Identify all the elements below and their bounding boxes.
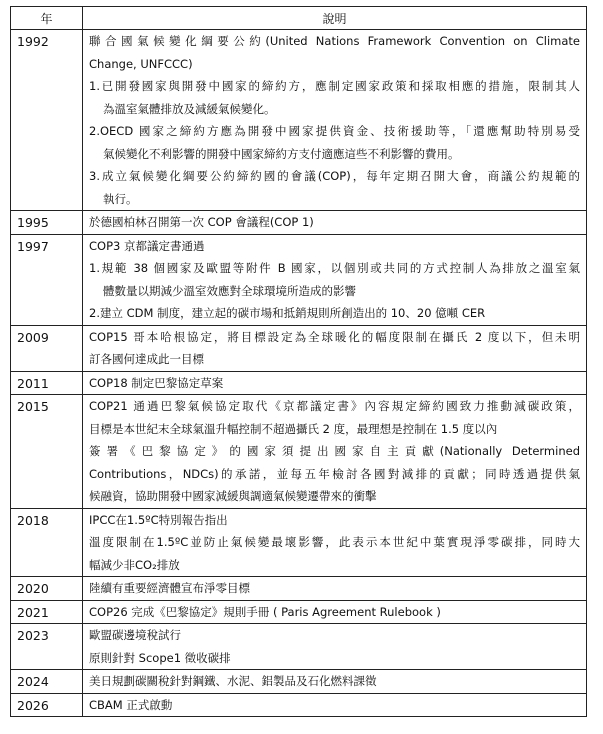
year-cell: 2011	[11, 371, 83, 395]
header-year: 年	[11, 7, 83, 30]
description-cell	[83, 211, 587, 235]
desc-line: COP18 制定巴黎協定草案	[89, 375, 224, 390]
timeline-table-container	[10, 6, 586, 717]
year-cell: 1995	[11, 211, 83, 235]
year-cell: 2023	[11, 624, 83, 670]
desc-line: IPCC在1.5ºC特別報告指出	[89, 512, 228, 527]
desc-line: 幅減少非CO₂排放	[89, 557, 180, 572]
desc-line: 2.OECD 國家之締約方應為開發中國家提供資金、技術援助等，「還應幫助特別易受	[89, 124, 580, 138]
desc-line: 簽署《巴黎協定》的國家須提出國家自主貢獻(Nationally Determined	[89, 444, 580, 458]
description-cell	[83, 325, 587, 371]
year-cell: 2021	[11, 600, 83, 624]
table-row	[11, 371, 587, 395]
year-cell: 2020	[11, 577, 83, 601]
desc-line: Change, UNFCCC)	[89, 56, 193, 71]
table-row	[11, 600, 587, 624]
desc-line: 為溫室氣體排放及減緩氣候變化。	[103, 101, 276, 116]
table-row	[11, 395, 587, 509]
description-cell	[83, 693, 587, 717]
timeline-table	[10, 6, 587, 717]
table-row	[11, 624, 587, 670]
description-cell	[83, 508, 587, 577]
description-cell	[83, 30, 587, 211]
year-cell: 2018	[11, 508, 83, 577]
table-row	[11, 211, 587, 235]
desc-line: 體數量以期減少溫室效應對全球環境所造成的影響	[103, 283, 356, 298]
description-cell	[83, 395, 587, 509]
table-row	[11, 234, 587, 325]
year-cell: 2026	[11, 693, 83, 717]
year-cell: 2024	[11, 670, 83, 694]
desc-line: 溫度限制在1.5ºC並防止氣候變最壞影響，此表示本世紀中葉實現淨零碳排，同時大	[89, 535, 580, 549]
desc-line: Contributions，NDCs)的承諾，並每五年檢討各國對減排的貢獻；同時透過提供氣	[89, 466, 580, 481]
year-cell: 2015	[11, 395, 83, 509]
description-cell	[83, 371, 587, 395]
desc-line: 聯合國氣候變化綱要公約(United Nations Framework Convention on Climate	[89, 34, 580, 48]
desc-line: 歐盟碳邊境稅試行	[89, 628, 181, 642]
table-row	[11, 30, 587, 211]
desc-line: COP3 京都議定書通過	[89, 238, 205, 253]
table-header-row	[11, 7, 587, 30]
desc-line: 美日規劃碳關稅針對鋼鐵、水泥、鋁製品及石化燃料課徵	[89, 674, 377, 688]
description-cell	[83, 577, 587, 601]
desc-line: 原則針對 Scope1 徵收碳排	[89, 650, 231, 665]
description-cell	[83, 600, 587, 624]
description-cell	[83, 670, 587, 694]
table-row	[11, 693, 587, 717]
header-description: 說明	[83, 7, 587, 30]
desc-line: 氣候變化不利影響的開發中國家締約方支付適應這些不利影響的費用。	[103, 146, 460, 161]
desc-line: 2.建立 CDM 制度，建立起的碳市場和抵銷規則所創造出的 10、20 億噸 CER	[89, 306, 486, 320]
desc-line: 候融資，協助開發中國家減緩與調適氣候變遷帶來的衝擊	[89, 489, 377, 503]
desc-line: 訂各國何達成此一目標	[89, 352, 204, 366]
year-cell: 1992	[11, 30, 83, 211]
desc-line: 執行。	[103, 191, 138, 206]
table-row	[11, 670, 587, 694]
desc-line: CBAM 正式啟動	[89, 697, 173, 712]
table-row	[11, 508, 587, 577]
table-row	[11, 577, 587, 601]
year-cell: 2009	[11, 325, 83, 371]
desc-line: COP26 完成《巴黎協定》規則手冊 ( Paris Agreement Rulebook )	[89, 604, 441, 619]
desc-line: 1.規範 38 個國家及歐盟等附件 B 國家，以個別或共同的方式控制人為排放之溫室氣	[89, 261, 580, 275]
desc-line: COP21 通過巴黎氣候協定取代《京都議定書》內容規定締約國致力推動減碳政策，	[89, 399, 580, 413]
description-cell	[83, 234, 587, 325]
year-cell: 1997	[11, 234, 83, 325]
desc-line: 目標是本世紀末全球氣溫升幅控制不超過攝氏 2 度，最理想是控制在 1.5 度以內	[89, 421, 498, 436]
description-cell	[83, 624, 587, 670]
desc-line: 3.成立氣候變化綱要公約締約國的會議(COP)，每年定期召開大會，商議公約規範的	[89, 169, 580, 183]
desc-line: 1.已開發國家與開發中國家的締約方，應制定國家政策和採取相應的措施，限制其人	[89, 79, 580, 93]
desc-line: COP15 哥本哈根協定，將目標設定為全球暖化的幅度限制在攝氏 2 度以下，但未明	[89, 329, 580, 344]
desc-line: 於德國柏林召開第一次 COP 會議程(COP 1)	[89, 215, 314, 229]
desc-line: 陸續有重要經濟體宣布淨零目標	[89, 581, 250, 595]
table-row	[11, 325, 587, 371]
